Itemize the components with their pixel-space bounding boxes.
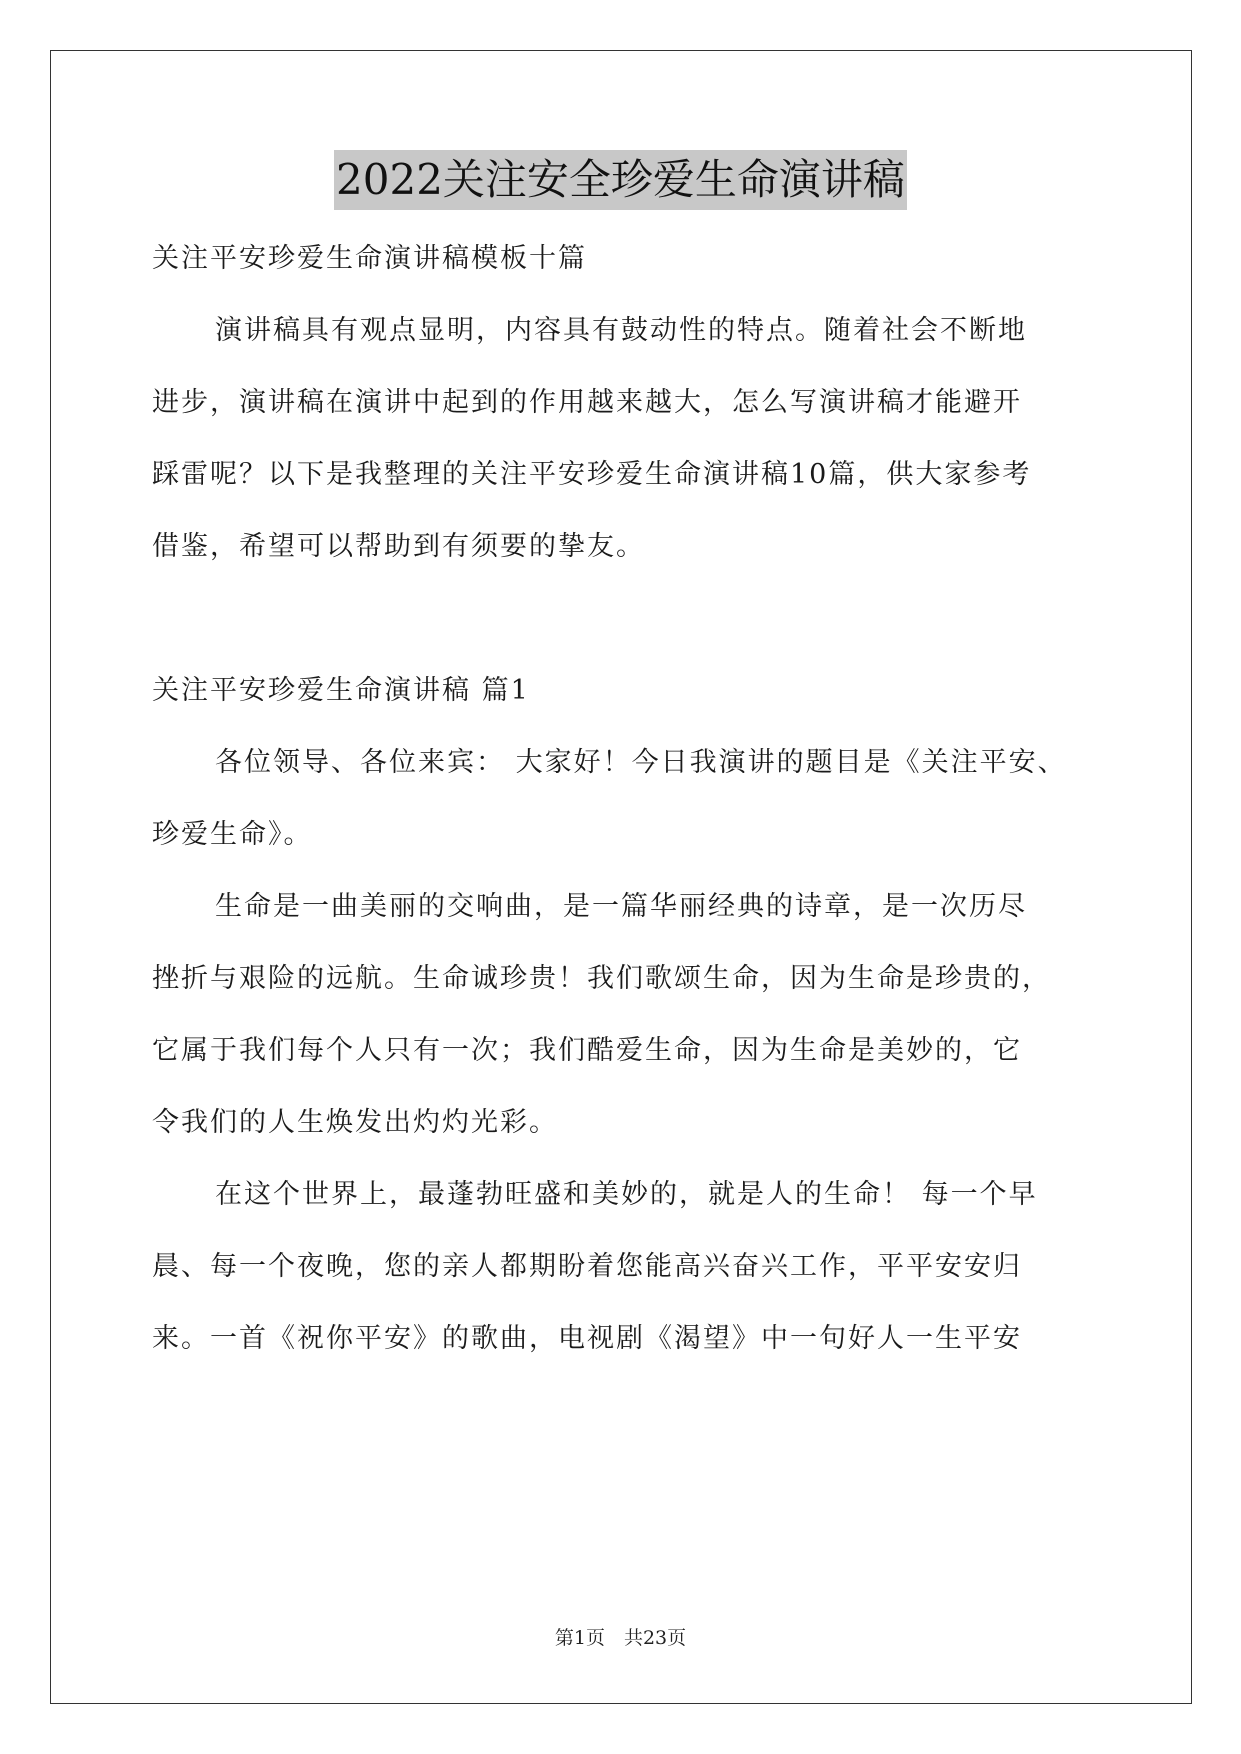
body-line: 生命是一曲美丽的交响曲，是一篇华丽经典的诗章，是一次历尽 [215, 891, 1027, 922]
body-line: 令我们的人生焕发出灼灼光彩。 [152, 1107, 558, 1138]
page-border [50, 50, 1192, 1704]
body-line: 进步，演讲稿在演讲中起到的作用越来越大，怎么写演讲稿才能避开 [152, 387, 1022, 418]
document-title: 2022关注安全珍爱生命演讲稿 [334, 150, 907, 210]
body-line: 它属于我们每个人只有一次；我们酷爱生命，因为生命是美妙的，它 [152, 1035, 1022, 1066]
page-footer: 第1页 共23页 [554, 1627, 687, 1649]
body-line: 踩雷呢？以下是我整理的关注平安珍爱生命演讲稿10篇，供大家参考 [152, 459, 1032, 490]
subtitle-line: 关注平安珍爱生命演讲稿模板十篇 [152, 243, 587, 274]
body-line: 珍爱生命》。 [152, 819, 313, 850]
body-line: 借鉴，希望可以帮助到有须要的挚友。 [152, 531, 645, 562]
body-line: 挫折与艰险的远航。生命诚珍贵！我们歌颂生命，因为生命是珍贵的， [152, 963, 1051, 994]
body-line: 晨、每一个夜晚，您的亲人都期盼着您能高兴奋兴工作，平平安安归 [152, 1251, 1022, 1282]
body-line: 来。一首《祝你平安》的歌曲，电视剧《渴望》中一句好人一生平安 [152, 1323, 1022, 1354]
body-line: 演讲稿具有观点显明，内容具有鼓动性的特点。随着社会不断地 [215, 315, 1027, 346]
section-heading: 关注平安珍爱生命演讲稿 篇1 [152, 675, 530, 706]
body-line: 各位领导、各位来宾： 大家好！今日我演讲的题目是《关注平安、 [215, 747, 1067, 778]
body-line: 在这个世界上，最蓬勃旺盛和美妙的，就是人的生命！ 每一个早 [215, 1179, 1038, 1210]
title-wrap [0, 150, 1241, 210]
